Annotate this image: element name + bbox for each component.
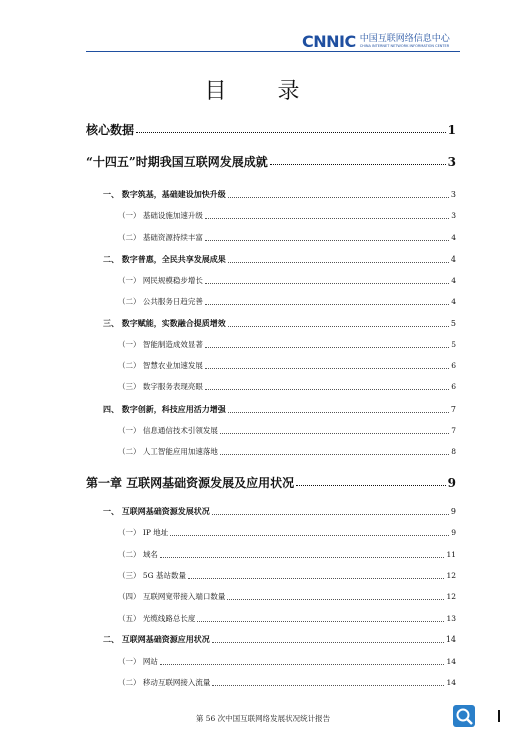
toc-entry-label: 一、 数字筑基，基础建设加快升级 (103, 190, 226, 199)
toc-entry-label: （三） 数字服务表现亮眼 (118, 382, 203, 391)
toc-entry[interactable] (103, 189, 456, 200)
toc-entry-label: 三、 数字赋能，实数融合提质增效 (103, 319, 226, 328)
toc-entry-page-number: 12 (446, 592, 456, 601)
toc-entry[interactable] (103, 318, 456, 329)
toc-entry[interactable] (103, 506, 456, 517)
toc-dot-leader (228, 326, 449, 327)
toc-entry-page-number: 3 (450, 190, 456, 199)
toc-dot-leader (205, 218, 449, 219)
toc-entry-page-number: 4 (451, 233, 456, 242)
toc-entry-page-number: 3 (451, 211, 456, 220)
toc-entry-page-number: 6 (451, 382, 456, 391)
toc-entry-label: （三） 5G 基站数量 (118, 571, 187, 580)
toc-entry-page-number: 8 (451, 447, 456, 456)
toc-entry[interactable] (118, 210, 456, 221)
toc-entry-page-number: 5 (450, 319, 456, 328)
toc-entry-label: 核心数据 (86, 123, 135, 137)
toc-entry[interactable] (118, 339, 456, 350)
toc-entry-page-number: 4 (451, 297, 456, 306)
toc-entry-label: （二） 移动互联网接入流量 (118, 678, 211, 687)
toc-entry[interactable] (86, 121, 456, 138)
toc-entry-label: （二） 公共服务日趋完善 (118, 297, 203, 306)
toc-dot-leader (205, 347, 449, 348)
logo-cn-name: 中国互联网络信息中心 (359, 34, 450, 44)
toc-entry-label: （一） 基础设施加速升级 (118, 211, 203, 220)
toc-entry-page-number: 9 (450, 507, 456, 516)
toc-entry-page-number: 4 (450, 255, 456, 264)
toc-dot-leader (296, 485, 445, 486)
toc-dot-leader (212, 514, 449, 515)
toc-entry-page-number: 9 (447, 476, 456, 490)
toc-entry-page-number: 11 (446, 550, 456, 559)
toc-entry-page-number: 14 (445, 635, 456, 644)
toc-entry-page-number: 14 (446, 657, 456, 666)
toc-entry-page-number: 7 (451, 426, 456, 435)
toc-entry-page-number: 4 (451, 276, 456, 285)
toc-dot-leader (170, 535, 449, 536)
toc-dot-leader (220, 433, 449, 434)
toc-dot-leader (205, 368, 449, 369)
toc-entry-page-number: 12 (446, 571, 456, 580)
toc-entry-label: 四、 数字创新，科技应用活力增强 (103, 405, 226, 414)
toc-entry[interactable] (118, 570, 456, 581)
toc-dot-leader (188, 578, 444, 579)
toc-entry-label: 二、 数字普惠，全民共享发展成果 (103, 255, 226, 264)
toc-entry[interactable] (118, 613, 456, 624)
toc-entry[interactable] (103, 634, 456, 645)
toc-entry-label: （一） 智能制造成效显著 (118, 340, 203, 349)
toc-entry-label: “十四五”时期我国互联网发展成就 (86, 155, 268, 169)
toc-entry-page-number: 13 (446, 614, 456, 623)
toc-entry[interactable] (118, 591, 456, 602)
toc-entry[interactable] (118, 425, 456, 436)
toc-dot-leader (228, 197, 449, 198)
header-rule (86, 51, 460, 52)
toc-dot-leader (227, 599, 444, 600)
toc-entry-page-number: 1 (447, 123, 456, 137)
toc-entry[interactable] (118, 527, 456, 538)
toc-dot-leader (205, 240, 449, 241)
toc-entry-page-number: 3 (447, 155, 456, 169)
toc-dot-leader (136, 132, 446, 133)
toc-entry-label: （二） 人工智能应用加速落地 (118, 447, 218, 456)
footer-report-title: 第 56 次中国互联网络发展状况统计报告 (195, 714, 331, 723)
toc-entry-page-number: 14 (446, 678, 456, 687)
magnifier-logo-icon (453, 705, 475, 727)
toc-entry[interactable] (118, 381, 456, 392)
toc-entry[interactable] (118, 677, 456, 688)
toc-dot-leader (160, 557, 445, 558)
toc-entry[interactable] (118, 275, 456, 286)
toc-entry-label: （二） 基础资源持续丰富 (118, 233, 203, 242)
toc-entry-page-number: 9 (451, 528, 456, 537)
toc-dot-leader (220, 454, 449, 455)
logo-text (360, 34, 450, 49)
toc-entry[interactable] (118, 549, 456, 560)
toc-entry-label: （一） 网站 (118, 657, 158, 666)
toc-entry[interactable] (118, 360, 456, 371)
toc-dot-leader (270, 164, 446, 165)
toc-entry[interactable] (103, 404, 456, 415)
toc-entry[interactable] (118, 656, 456, 667)
page-header (0, 0, 526, 60)
toc-entry-label: （一） IP 地址 (118, 528, 169, 537)
toc-dot-leader (205, 283, 449, 284)
toc-dot-leader (205, 304, 449, 305)
toc-entry[interactable] (118, 446, 456, 457)
toc-entry-label: （五） 光缆线路总长度 (118, 614, 196, 623)
toc-entry-label: （一） 网民规模稳步增长 (118, 276, 203, 285)
toc-entry-label: 二、 互联网基础资源应用状况 (103, 635, 210, 644)
toc-entry[interactable] (86, 153, 456, 170)
toc-entry-page-number: 5 (451, 340, 456, 349)
page-footer (0, 705, 526, 735)
toc-dot-leader (212, 685, 444, 686)
toc-entry[interactable] (118, 296, 456, 307)
toc-entry-label: （二） 智慧农业加速发展 (118, 361, 203, 370)
cnnic-logo (302, 32, 450, 51)
toc-entry[interactable] (103, 254, 456, 265)
toc-dot-leader (205, 389, 449, 390)
toc-entry-page-number: 6 (451, 361, 456, 370)
toc-dot-leader (212, 642, 444, 643)
toc-entry-label: （二） 域名 (118, 550, 158, 559)
toc-dot-leader (228, 412, 449, 413)
logo-en-name: CHINA INTERNET NETWORK INFORMATION CENTER (359, 44, 450, 48)
logo-mark: CNNIC (302, 32, 356, 51)
page-number-mark (498, 710, 500, 722)
toc-entry-page-number: 7 (450, 405, 456, 414)
toc-entry-label: （一） 信息通信技术引领发展 (118, 426, 218, 435)
toc-dot-leader (197, 621, 444, 622)
toc-entry[interactable] (118, 232, 456, 243)
toc-entry-label: 第一章 互联网基础资源发展及应用状况 (86, 476, 295, 490)
toc-entry[interactable] (86, 474, 456, 491)
page-title: 目 录 (204, 79, 322, 104)
toc-dot-leader (160, 664, 445, 665)
toc-entry-label: 一、 互联网基础资源发展状况 (103, 507, 210, 516)
toc-entry-label: （四） 互联网宽带接入端口数量 (118, 592, 226, 601)
toc-dot-leader (228, 262, 449, 263)
